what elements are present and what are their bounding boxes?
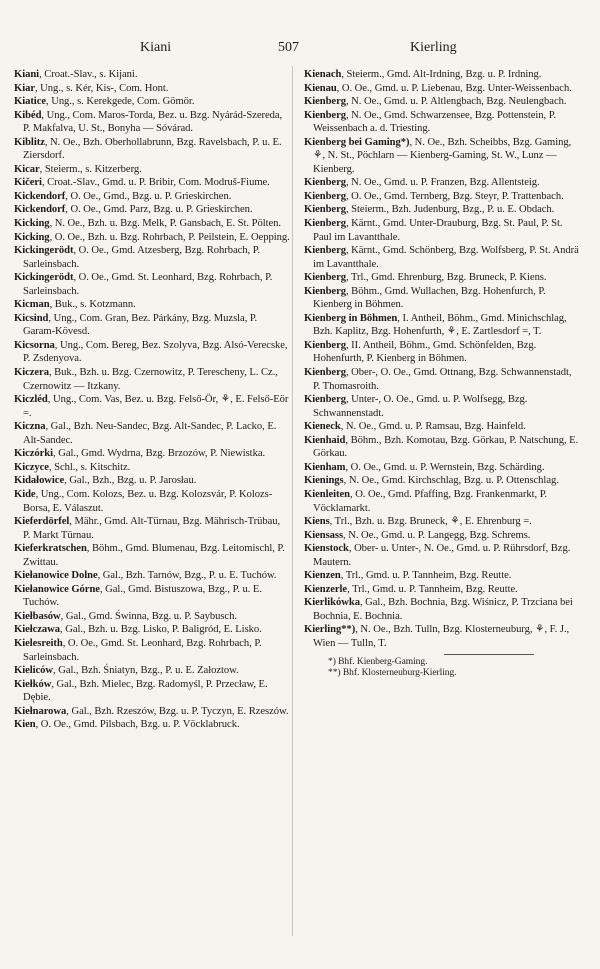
- entry-headword: Kiełków: [14, 678, 52, 690]
- entry-headword: Kielesreith: [14, 637, 63, 649]
- entry-headword: Kienzen: [304, 570, 341, 582]
- entry: Kiar, Ung., s. Kér, Kis-, Com. Hont.: [14, 82, 169, 94]
- entry: Kienberg, Trl., Gmd. Ehrenburg, Bzg. Bruneck, P. Kiens.: [304, 272, 547, 284]
- footnote: **) Bhf. Klosterneuburg-Kierling.: [328, 667, 457, 678]
- entry: Kienberg, Steierm., Bzh. Judenburg, Bzg., P. u. E. Obdach.: [304, 204, 555, 216]
- entry-headword: Kicar: [14, 163, 40, 175]
- entry: Kienberg, Kärnt., Gmd. Unter-Drauburg, Bzg. St. Paul, P. St. Paul im Lavantthale.: [304, 218, 563, 243]
- entry: Kiczyce, Schl., s. Kitschitz.: [14, 461, 131, 473]
- entry: Kiani, Croat.-Slav., s. Kijani.: [14, 69, 138, 80]
- header-left-keyword: Kiani: [140, 40, 172, 55]
- entry-headword: Kienberg: [304, 177, 346, 189]
- entry-headword: Kienberg: [304, 272, 346, 284]
- entry: Kicar, Steierm., s. Kitzerberg.: [14, 163, 142, 175]
- entry: Kiełczawa, Gal., Bzh. u. Bzg. Lisko, P. Baligród, E. Lisko.: [14, 624, 262, 636]
- entry-headword: Kickingerödt: [14, 245, 74, 257]
- left-column: [14, 68, 290, 732]
- entry-headword: Kicsorna: [14, 339, 55, 351]
- entry-headword: Kiczórki: [14, 448, 54, 460]
- entry: Kienberg, O. Oe., Gmd. Ternberg, Bzg. Steyr, P. Trattenbach.: [304, 190, 564, 202]
- entry-headword: Kickingerödt: [14, 272, 74, 284]
- footnote: *) Bhf. Kienberg-Gaming.: [328, 656, 428, 667]
- entry: Kicsorna, Ung., Com. Bereg, Bez. Szolyva, Bzg. Alsó-Verecske, P. Zsdenyova.: [14, 339, 288, 365]
- entry-headword: Kienberg: [304, 204, 346, 216]
- entry: Kienings, N. Oe., Gmd. Kirchschlag, Bzg. u. P. Ottenschlag.: [304, 475, 559, 487]
- entry-headword: Kienberg: [304, 285, 346, 297]
- entry: Kiełków, Gal., Bzh. Mielec, Bzg. Radomyśl, P. Przecław, E. Dębie.: [14, 678, 268, 704]
- entry: Kiatice, Ung., s. Kerekgede, Com. Gömör.: [14, 96, 195, 108]
- entry: Kierlikówka, Gal., Bzh. Bochnia, Bzg. Wiśnicz, P. Trzciana bei Bochnia, E. Bochnia.: [304, 597, 573, 622]
- entry: Kien, O. Oe., Gmd. Pilsbach, Bzg. u. P. Vöcklabruck.: [14, 719, 240, 731]
- entry-headword: Kiczera: [14, 367, 49, 379]
- entry-headword: Kienings: [304, 475, 344, 487]
- entry-headword: Kiełanowice Dolne: [14, 570, 98, 582]
- entry-headword: Kiełnarowa: [14, 705, 67, 717]
- entry-headword: Kieferkratschen: [14, 543, 87, 555]
- entry-headword: Kienberg: [304, 339, 346, 351]
- entry-headword: Kienberg: [304, 109, 346, 121]
- entry: Kienach, Steierm., Gmd. Alt-Irdning, Bzg. u. P. Irdning.: [304, 69, 542, 80]
- entry-headword: Kierling**): [304, 624, 356, 636]
- entry-headword: Kickendorf: [14, 190, 66, 202]
- entry: Kieneck, N. Oe., Gmd. u. P. Ramsau, Bzg. Hainfeld.: [304, 421, 526, 433]
- entry: Kicking, N. Oe., Bzh. u. Bzg. Melk, P. Gansbach, E. St. Pölten.: [14, 218, 281, 230]
- entry-headword: Kienberg bei Gaming*): [304, 136, 410, 148]
- entry-headword: Kienach: [304, 69, 342, 80]
- entry: Kielesreith, O. Oe., Gmd. St. Leonhard, Bzg. Rohrbach, P. Sarleinsbach.: [14, 637, 262, 663]
- entry-headword: Kiatice: [14, 96, 47, 108]
- header-right-keyword: Kierling: [410, 40, 457, 55]
- entry: Kibéd, Ung., Com. Maros-Torda, Bez. u. Bzg. Nyárád-Szereda, P. Makfalva, U. St., Bonyha — Sóvárad.: [14, 109, 283, 135]
- entry-headword: Kienberg: [304, 96, 346, 108]
- entry: Kicking, O. Oe., Bzh. u. Bzg. Rohrbach, P. Peilstein, E. Oepping.: [14, 231, 290, 243]
- page-header: [0, 40, 600, 62]
- entry: Kicman, Buk., s. Kotzmann.: [14, 299, 136, 311]
- entry-headword: Kienberg: [304, 245, 346, 257]
- entry: Kienham, O. Oe., Gmd. u. P. Wernstein, Bzg. Schärding.: [304, 461, 545, 473]
- footnote-rule: [444, 654, 534, 655]
- entry-headword: Kibéd: [14, 109, 42, 121]
- entry: Kienberg bei Gaming*), N. Oe., Bzh. Scheibbs, Bzg. Gaming, ⚘, N. St., Pöchlarn — Kienberg-Gaming, St. W., Lunz — Kienberg.: [304, 136, 572, 175]
- entry-headword: Kicman: [14, 299, 50, 311]
- entry: Kiełanowice Dolne, Gal., Bzh. Tarnów, Bzg., P. u. E. Tuchów.: [14, 570, 277, 582]
- entry: Kienzerle, Trl., Gmd. u. P. Tannheim, Bzg. Reutte.: [304, 583, 518, 595]
- entry: Kiens, Trl., Bzh. u. Bzg. Bruneck, ⚘, E. Ehrenburg =.: [304, 516, 532, 528]
- entry-headword: Kicking: [14, 218, 50, 230]
- entry: Kickingerödt, O. Oe., Gmd. St. Leonhard, Bzg. Rohrbach, P. Sarleinsbach.: [14, 272, 273, 297]
- entry: Kienau, O. Oe., Gmd. u. P. Liebenau, Bzg. Unter-Weissenbach.: [304, 82, 572, 94]
- entry-headword: Kiensass: [304, 529, 344, 541]
- entry: Kidałowice, Gal., Bzh., Bzg. u. P. Jarosłau.: [14, 475, 197, 487]
- entry-headword: Kienberg: [304, 367, 346, 379]
- entry-headword: Kienberg: [304, 394, 346, 406]
- entry-headword: Kienau: [304, 82, 337, 94]
- entry-headword: Kienham: [304, 461, 346, 473]
- entry-headword: Kieferdörfel: [14, 516, 70, 528]
- entry-headword: Kienzerle: [304, 583, 348, 595]
- entry-headword: Kiełczawa: [14, 624, 61, 636]
- entry: Kienzen, Trl., Gmd. u. P. Tannheim, Bzg. Reutte.: [304, 570, 512, 582]
- entry: Kienleiten, O. Oe., Gmd. Pfaffing, Bzg. Frankenmarkt, P. Vöcklamarkt.: [304, 488, 547, 514]
- entry: Kiczera, Buk., Bzh. u. Bzg. Czernowitz, P. Terescheny, L. Cz., Czernowitz — Itzkany.: [14, 367, 278, 392]
- entry-headword: Kiczna: [14, 421, 46, 433]
- entry: Kieferdörfel, Mähr., Gmd. Alt-Türnau, Bzg. Mährisch-Trübau, P. Markt Türnau.: [14, 516, 281, 541]
- entry: Kienhaid, Böhm., Bzh. Komotau, Bzg. Görkau, P. Natschung, E. Görkau.: [304, 434, 579, 460]
- entry-headword: Kienhaid: [304, 434, 346, 446]
- entry: Kickingerödt, O. Oe., Gmd. Atzesberg, Bzg. Rohrbach, P. Sarleinsbach.: [14, 245, 260, 270]
- entry: Kienberg, Ober-, O. Oe., Gmd. Ottnang, Bzg. Schwannenstadt, P. Thomasroith.: [304, 367, 572, 392]
- entry-headword: Kieliców: [14, 665, 54, 677]
- entry: Kienberg, N. Oe., Gmd. u. P. Franzen, Bzg. Allentsteig.: [304, 177, 540, 189]
- entry-headword: Kieneck: [304, 421, 341, 433]
- entry-headword: Kienberg: [304, 218, 346, 230]
- entry: Kiełbasów, Gal., Gmd. Świnna, Bzg. u. P. Saybusch.: [14, 610, 237, 622]
- entry: Kienberg, Kärnt., Gmd. Schönberg, Bzg. Wolfsberg, P. St. Andrä im Lavantthale.: [304, 245, 579, 270]
- entry: Kienberg, Unter-, O. Oe., Gmd. u. P. Wolfsegg, Bzg. Schwannenstadt.: [304, 394, 528, 419]
- entry: Kičeri, Croat.-Slav., Gmd. u. P. Bribir, Com. Modruš-Fiume.: [14, 177, 270, 189]
- entry: Kiczórki, Gal., Gmd. Wydrna, Bzg. Brzozów, P. Niewistka.: [14, 448, 266, 460]
- entry: Kiczna, Gal., Bzh. Neu-Sandec, Bzg. Alt-Sandec, P. Lacko, E. Alt-Sandec.: [14, 421, 277, 446]
- entry: Kienberg in Böhmen, I. Antheil, Böhm., Gmd. Minichschlag, Bzh. Kaplitz, Bzg. Hohenfurth, ⚘, E. Zartlesdorf =, T.: [304, 312, 567, 338]
- entry: Kide, Ung., Com. Kolozs, Bez. u. Bzg. Kolozsvár, P. Kolozs-Borsa, E. Válaszut.: [14, 488, 273, 514]
- entry: Kieliców, Gal., Bzh. Śniatyn, Bzg., P. u. E. Załoztow.: [14, 665, 239, 677]
- entry: Kienstock, Ober- u. Unter-, N. Oe., Gmd. u. P. Rührsdorf, Bzg. Mautern.: [304, 543, 571, 568]
- entry-headword: Kiełbasów: [14, 610, 61, 622]
- entry: Kicsind, Ung., Com. Gran, Bez. Párkány, Bzg. Muzsla, P. Garam-Kövesd.: [14, 312, 258, 338]
- entry-headword: Kienberg in Böhmen: [304, 312, 398, 324]
- entry-headword: Kiczyce: [14, 461, 49, 473]
- entry: Kierling**), N. Oe., Bzh. Tulln, Bzg. Klosterneuburg, ⚘, F. J., Wien — Tulln, T.: [304, 624, 570, 649]
- entry-headword: Kidałowice: [14, 475, 65, 487]
- entry: Kickendorf, O. Oe., Gmd. Parz, Bzg. u. P. Grieskirchen.: [14, 204, 253, 216]
- entry-headword: Kienleiten: [304, 488, 350, 500]
- entry: Kienberg, II. Antheil, Böhm., Gmd. Schönfelden, Bzg. Hohenfurth, P. Kienberg in Böhmen.: [304, 339, 537, 365]
- entry-headword: Kicsind: [14, 312, 49, 324]
- column-divider: [292, 66, 293, 936]
- entry: Kieferkratschen, Böhm., Gmd. Blumenau, Bzg. Leitomischl, P. Zwittau.: [14, 543, 285, 568]
- entry-headword: Kiblitz: [14, 136, 45, 148]
- entry: Kienberg, Böhm., Gmd. Wullachen, Bzg. Hohenfurch, P. Kienberg in Böhmen.: [304, 285, 546, 311]
- entry: Kickendorf, O. Oe., Gmd., Bzg. u. P. Grieskirchen.: [14, 190, 232, 202]
- entry: Kiełanowice Górne, Gal., Gmd. Bistuszowa, Bzg., P. u. E. Tuchów.: [14, 583, 262, 609]
- right-column: [304, 68, 580, 679]
- entry-headword: Kiens: [304, 516, 330, 528]
- entry: Kiensass, N. Oe., Gmd. u. P. Langegg, Bzg. Schrems.: [304, 529, 531, 541]
- entry-headword: Kierlikówka: [304, 597, 360, 609]
- page-number: 507: [278, 40, 299, 55]
- entry: Kienberg, N. Oe., Gmd. u. P. Altlengbach, Bzg. Neulengbach.: [304, 96, 567, 108]
- entry-headword: Kiełanowice Górne: [14, 583, 100, 595]
- entry-headword: Kickendorf: [14, 204, 66, 216]
- entry: Kiełnarowa, Gal., Bzh. Rzeszów, Bzg. u. P. Tyczyn, E. Rzeszów.: [14, 705, 289, 717]
- entry-headword: Kiar: [14, 82, 35, 94]
- entry-headword: Kiani: [14, 69, 40, 80]
- entry-headword: Kicking: [14, 231, 50, 243]
- entry: Kiczléd, Ung., Com. Vas, Bez. u. Bzg. Felső-Ör, ⚘, E. Felső-Eör =.: [14, 394, 289, 419]
- entry-headword: Kienstock: [304, 543, 349, 555]
- entry-headword: Kičeri: [14, 177, 42, 189]
- entry-headword: Kide: [14, 488, 36, 500]
- entry-headword: Kiczléd: [14, 394, 48, 406]
- entry: Kienberg, N. Oe., Gmd. Schwarzensee, Bzg. Pottenstein, P. Weissenbach a. d. Triesting.: [304, 109, 556, 135]
- entry-headword: Kienberg: [304, 190, 346, 202]
- entry: Kiblitz, N. Oe., Bzh. Oberhollabrunn, Bzg. Ravelsbach, P. u. E. Ziersdorf.: [14, 136, 282, 162]
- entry-headword: Kien: [14, 719, 36, 731]
